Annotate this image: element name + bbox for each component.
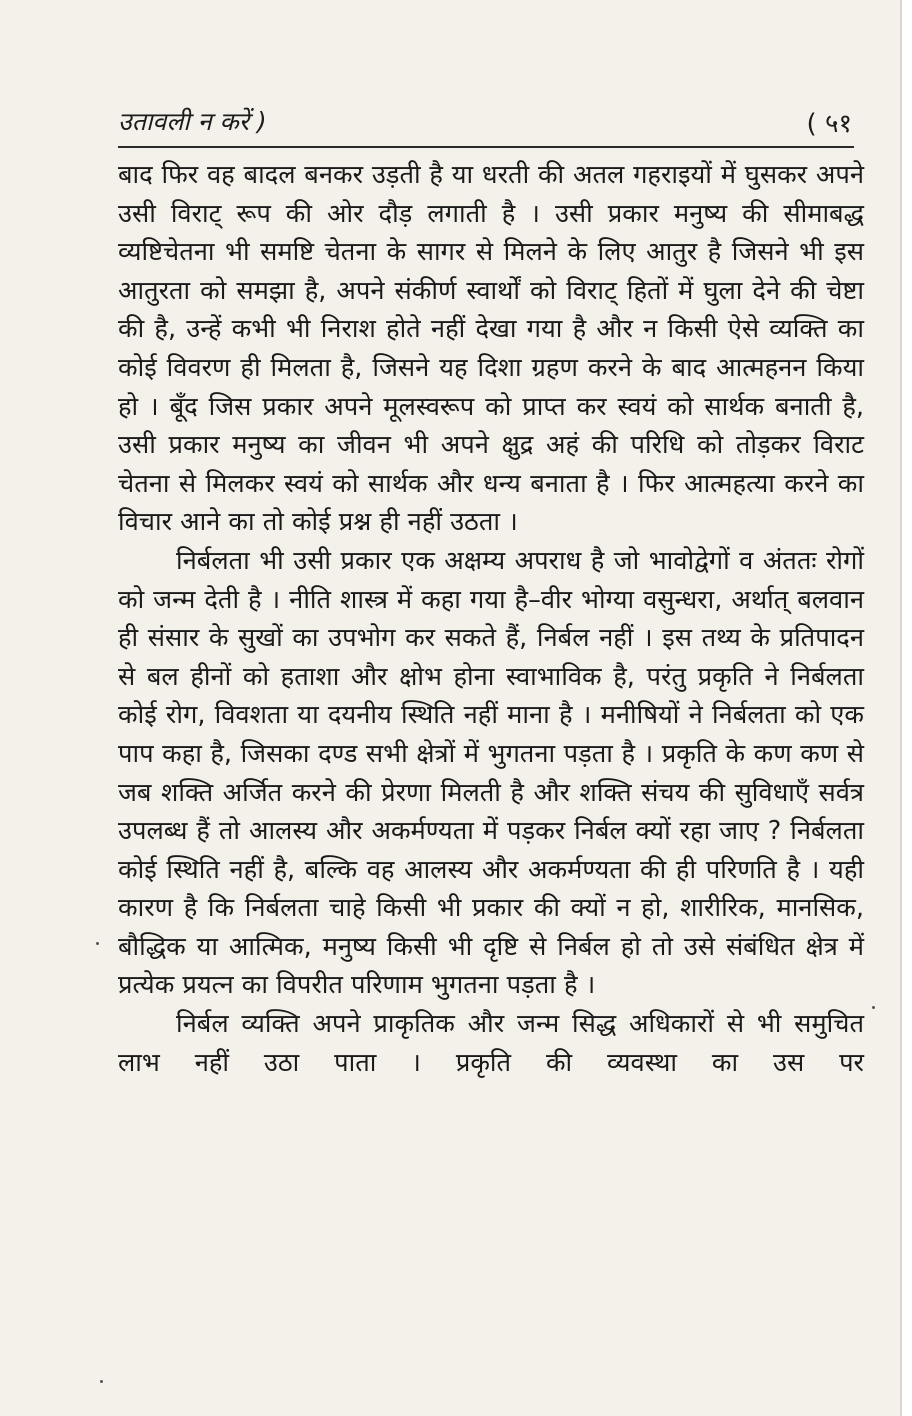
print-speck xyxy=(96,942,99,945)
body-text xyxy=(118,156,864,1082)
paragraph-2: निर्बलता भी उसी प्रकार एक अक्षम्य अपराध है जो भावोद्वेगों व अंततः रोगों को जन्म देती है । नीति शास्त्र में कहा गया है–वीर भोग्या वसुन्धरा, अर्थात् बलवान ही संसार के सुखों का उपभोग कर सकते हैं, निर्बल नहीं । इस तथ्य के प्रतिपादन से बल हीनों को हताशा और क्षोभ होना स्वाभाविक है, परंतु प्रकृति ने निर्बलता कोई रोग, विवशता या दयनीय स्थिति नहीं माना है । मनीषियों ने निर्बलता को एक पाप कहा है, जिसका दण्ड सभी क्षेत्रों में भुगतना पड़ता है । प्रकृति के कण कण से जब शक्ति अर्जित करने की प्रेरणा मिलती है और शक्ति संचय की सुविधाएँ सर्वत्र उपलब्ध हैं तो आलस्य और अकर्मण्यता में पड़कर निर्बल क्यों रहा जाए ? निर्बलता कोई स्थिति नहीं है, बल्कि वह आलस्य और अकर्मण्यता की ही परिणति है । यही कारण है कि निर्बलता चाहे किसी भी प्रकार की क्यों न हो, शारीरिक, मानसिक, बौद्धिक या आत्मिक, मनुष्य किसी भी दृष्टि से निर्बल हो तो उसे संबंधित क्षेत्र में प्रत्येक प्रयत्न का विपरीत परिणाम भुगतना पड़ता है । xyxy=(118,545,864,1001)
print-speck xyxy=(100,1380,103,1383)
running-header xyxy=(118,104,852,144)
paragraph-1: बाद फिर वह बादल बनकर उड़ती है या धरती की अतल गहराइयों में घुसकर अपने उसी विराट् रूप की ओर दौड़ लगाती है । उसी प्रकार मनुष्य की सीमाबद्ध व्यष्टिचेतना भी समष्टि चेतना के सागर से मिलने के लिए आतुर है जिसने भी इस आतुरता को समझा है, अपने संकीर्ण स्वार्थों को विराट् हितों में घुला देने की चेष्टा की है, उन्हें कभी भी निराश होते नहीं देखा गया है और न किसी ऐसे व्यक्ति का कोई विवरण ही मिलता है, जिसने यह दिशा ग्रहण करने के बाद आत्महनन किया हो । बूँद जिस प्रकार अपने मूलस्वरूप को प्राप्त कर स्वयं को सार्थक बनाती है, उसी प्रकार मनुष्य का जीवन भी अपने क्षुद्र अहं की परिधि को तोड़कर विराट चेतना से मिलकर स्वयं को सार्थक और धन्य बनाता है । फिर आत्महत्या करने का विचार आने का तो कोई प्रश्न ही नहीं उठता । xyxy=(118,160,864,538)
header-rule xyxy=(118,146,854,148)
paragraph-3: निर्बल व्यक्ति अपने प्राकृतिक और जन्म सिद्ध अधिकारों से भी समुचित लाभ नहीं उठा पाता । प्रकृति की व्यवस्था का उस पर xyxy=(118,1009,864,1078)
print-speck xyxy=(872,1006,875,1009)
page-number: ( ५१ xyxy=(806,109,852,139)
chapter-title: उतावली न करें ) xyxy=(118,107,267,136)
